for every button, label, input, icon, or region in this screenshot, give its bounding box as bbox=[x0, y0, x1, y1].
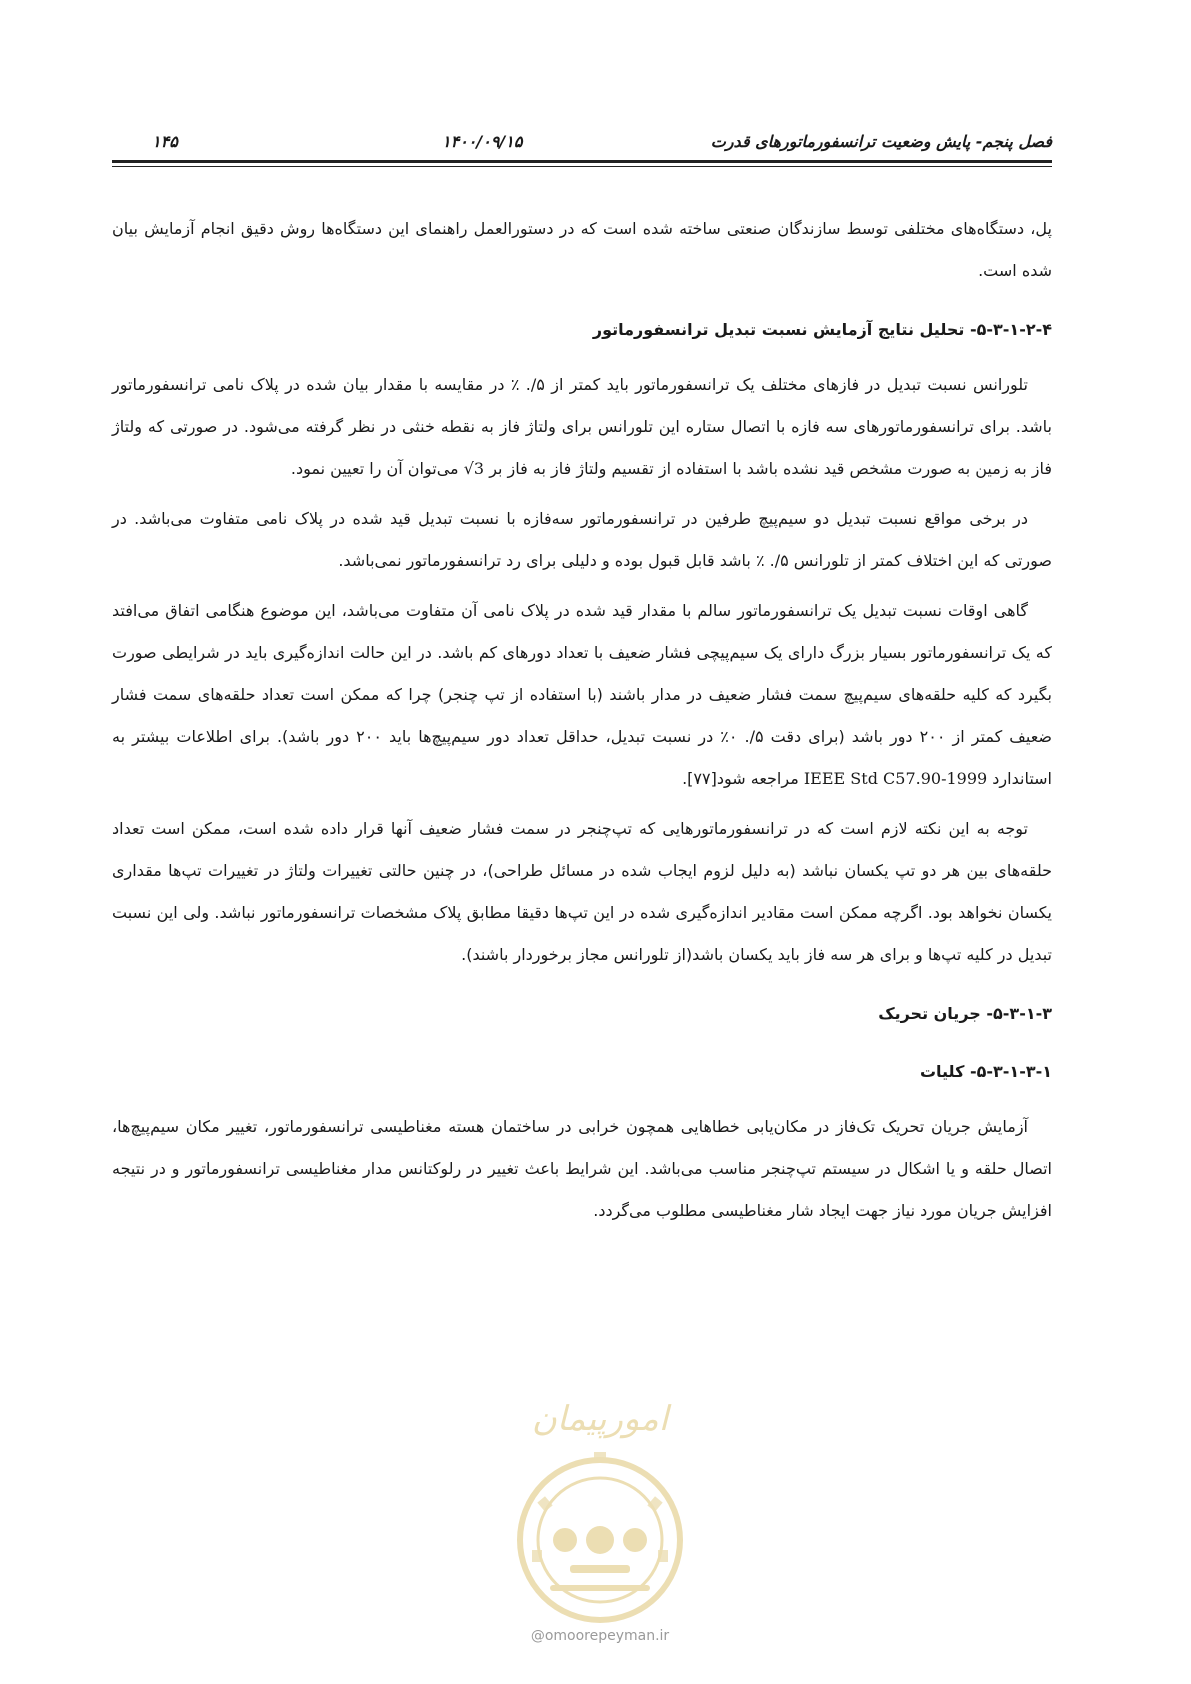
watermark-url bbox=[515, 1628, 685, 1644]
at-icon: @ bbox=[530, 1628, 545, 1644]
ieee-standard-ref: IEEE Std C57.90-1999 bbox=[803, 769, 988, 788]
header-date: ۱۴۰۰/۰۹/۱۵ bbox=[442, 132, 523, 151]
watermark-logo bbox=[510, 1390, 690, 1630]
header-rule bbox=[112, 160, 1052, 163]
page-header bbox=[112, 128, 1052, 160]
page-body bbox=[112, 208, 1052, 1240]
paragraph-4 bbox=[112, 590, 1052, 800]
paragraph-2-text: تلورانس نسبت تبدیل در فازهای مختلف یک ترانسفورماتور باید کمتر از ۵/. ٪ در مقایسه با مقدار بیان شده در پلاک نامی ترانسفورماتور باشد. برای ترانسفورماتورهای سه فازه با اتصال ستاره این تلورانس برای ولتاژ فاز به نقطه خنثی در نظر گرفته می‌شود. در صورتی که ولتاژ فاز به زمین به صورت مشخص قید نشده باشد با استفاده از تقسیم ولتاژ فاز به فاز بر bbox=[112, 375, 1052, 478]
watermark-logo-text: امورپیمان bbox=[531, 1399, 669, 1439]
heading-excitation-current: ۵-۳-۱-۳- جریان تحریک bbox=[878, 1004, 1052, 1023]
heading-general: ۵-۳-۱-۳-۱- کلیات bbox=[919, 1062, 1052, 1081]
paragraph-2-end: می‌توان آن را تعیین نمود. bbox=[290, 459, 459, 478]
paragraph-5: توجه به این نکته لازم است که در ترانسفورماتورهایی که تپ‌چنجر در سمت فشار ضعیف آنها قرار داده شده است، ممکن است تعداد حلقه‌های بین هر دو تپ یکسان نباشد (به دلیل لزوم ایجاب شده در مسائل طراحی)، در چنین حالتی تغییرات ولتاژ در تغییرات تپ‌ها مقداری یکسان نخواهد بود. اگرچه ممکن است مقادیر اندازه‌گیری شده در این تپ‌ها دقیقا مطابق پلاک مشخصات ترانسفورماتور نباشد. ولی این نسبت تبدیل در کلیه تپ‌ها و برای هر سه فاز باید یکسان باشد(از تلورانس مجاز برخوردار باشند). bbox=[112, 819, 1052, 964]
page-number: ۱۴۵ bbox=[152, 132, 178, 151]
sqrt3-symbol: √3 bbox=[463, 459, 485, 478]
paragraph-1: پل، دستگاه‌های مختلفی توسط سازندگان صنعتی ساخته شده است که در دستورالعمل راهنمای این دستگاه‌ها روش دقیق انجام آزمایش بیان شده است. bbox=[112, 219, 1052, 280]
header-rule-thin bbox=[112, 166, 1052, 167]
chapter-title: فصل پنجم- پایش وضعیت ترانسفورماتورهای قدرت bbox=[710, 132, 1052, 151]
paragraph-2 bbox=[112, 364, 1052, 490]
watermark-url-text: omoorepeyman.ir bbox=[544, 1628, 670, 1644]
heading-ratio-analysis: ۵-۳-۱-۲-۴- تحلیل نتایج آزمایش نسبت تبدیل ترانسفورماتور bbox=[592, 320, 1052, 339]
paragraph-6: آزمایش جریان تحریک تک‌فاز در مکان‌یابی خطاهایی همچون خرابی در ساختمان هسته مغناطیسی ترانسفورماتور، تغییر مکان سیم‌پیچ‌ها، اتصال حلقه و یا اشکال در سیستم تپ‌چنجر مناسب می‌باشد. این شرایط باعث تغییر در رلوکتانس مدار مغناطیسی ترانسفورماتور و در نتیجه افزایش جریان مورد نیاز جهت ایجاد شار مغناطیسی مطلوب می‌گردد. bbox=[112, 1117, 1052, 1220]
paragraph-4-text: گاهی اوقات نسبت تبدیل یک ترانسفورماتور سالم با مقدار قید شده در پلاک نامی آن متفاوت می‌باشد، این موضوع هنگامی اتفاق می‌افتد که یک ترانسفورماتور بسیار بزرگ دارای یک سیم‌پیچی فشار ضعیف با تعداد دورهای کم باشد. در این حالت اندازه‌گیری باید در شرایطی صورت بگیرد که کلیه حلقه‌های سیم‌پیچ سمت فشار ضعیف در مدار باشند (با استفاده از تپ چنجر) چرا که ممکن است تعداد حلقه‌های سمت فشار ضعیف کمتر از ۲۰۰ دور باشد (برای دقت ۵/. ۰٪ در نسبت تبدیل، حداقل تعداد دور سیم‌پیچ‌ها باید ۲۰۰ دور باشد). برای اطلاعات بیشتر به استاندارد bbox=[112, 601, 1052, 788]
paragraph-4-end: مراجعه شود[۷۷]. bbox=[682, 769, 799, 788]
paragraph-3: در برخی مواقع نسبت تبدیل دو سیم‌پیچ طرفین در ترانسفورماتور سه‌فازه با نسبت تبدیل قید شده در پلاک نامی متفاوت می‌باشد. در صورتی که این اختلاف کمتر از تلورانس ۵/. ٪ باشد قابل قبول بوده و دلیلی برای رد ترانسفورماتور نمی‌باشد. bbox=[112, 509, 1052, 570]
